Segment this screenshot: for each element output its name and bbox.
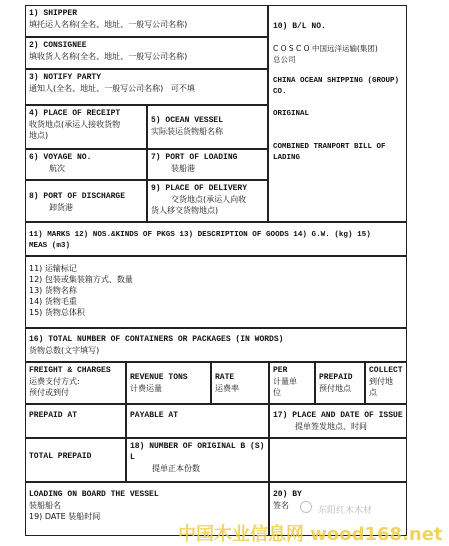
shipper-cell bbox=[25, 5, 268, 37]
loading-port-desc: 装船港 bbox=[171, 164, 195, 173]
revenue-title: REVENUE TONS bbox=[130, 373, 188, 382]
voyage-cell bbox=[25, 149, 147, 180]
consignee-desc: 填收货人名称(全名、地址、一般写公司名称) bbox=[29, 52, 188, 61]
bl-carrier-cn: C O S C O 中国远洋运输(集团) bbox=[273, 44, 378, 53]
goods-list-item: 12) 包装或集装箱方式、数量 bbox=[29, 275, 133, 284]
freight-desc-2: 预付或到付 bbox=[29, 388, 69, 397]
delivery-title: 9) PLACE OF DELIVERY bbox=[151, 184, 248, 193]
goods-list-item: 13) 货物名称 bbox=[29, 286, 77, 295]
rate-desc: 运费率 bbox=[215, 384, 239, 393]
original-bl-title: 18) NUMBER OF ORIGINAL B (S) bbox=[130, 442, 265, 451]
delivery-desc-1: 交货地点(承运人向收 bbox=[171, 195, 247, 204]
shipper-desc: 填托运人名称(全名、地址、一般写公司名称) bbox=[29, 20, 188, 29]
containers-desc: 货物总数(文字填写) bbox=[29, 346, 100, 355]
total-prepaid-title: TOTAL PREPAID bbox=[29, 452, 92, 461]
watermark-site: 中国木业信息网 wood168.net bbox=[178, 524, 443, 545]
bl-title: 10) B/L NO. bbox=[273, 22, 326, 31]
collect-desc-2: 点 bbox=[369, 388, 377, 397]
loading-port-cell bbox=[147, 149, 268, 180]
discharge-desc: 卸货港 bbox=[49, 203, 73, 212]
goods-list-item: 15) 货物总体积 bbox=[29, 308, 85, 317]
notify-cell bbox=[25, 69, 268, 105]
receipt-cell bbox=[25, 105, 147, 149]
by-desc: 签名 bbox=[273, 501, 289, 510]
watermark-brand: 东阳红木木材 bbox=[318, 506, 373, 516]
payable-at-title: PAYABLE AT bbox=[130, 411, 179, 420]
prepaid-at-title: PREPAID AT bbox=[29, 411, 78, 420]
goods-header-cell bbox=[25, 222, 407, 256]
blank-signature-area bbox=[269, 438, 407, 482]
vessel-title: 5) OCEAN VESSEL bbox=[151, 116, 224, 125]
on-board-title: LOADING ON BOARD THE VESSEL bbox=[29, 490, 159, 499]
per-desc-2: 位 bbox=[273, 388, 281, 397]
bl-combined: COMBINED TRANPORT BILL OF bbox=[273, 143, 386, 151]
notify-desc-text: 通知人(全名、地址、一般写公司名称) bbox=[29, 84, 164, 93]
payable-at-cell bbox=[126, 404, 269, 438]
watermark-logo-icon bbox=[300, 501, 312, 513]
bl-carrier-en-2: CO. bbox=[273, 88, 287, 96]
delivery-desc-2: 货人移交货物地点) bbox=[151, 206, 219, 215]
discharge-title: 8) PORT OF DISCHARGE bbox=[29, 192, 126, 201]
rate-title: RATE bbox=[215, 373, 235, 382]
goods-list-item: 11) 运输标记 bbox=[29, 264, 77, 273]
prepaid-cell bbox=[315, 362, 365, 404]
freight-title: FREIGHT & CHARGES bbox=[29, 366, 111, 375]
consignee-cell bbox=[25, 37, 268, 69]
collect-cell bbox=[365, 362, 407, 404]
prepaid-at-cell bbox=[25, 404, 126, 438]
notify-desc bbox=[29, 83, 264, 94]
bl-lading: LADING bbox=[273, 154, 301, 162]
freight-desc-1: 运费支付方式: bbox=[29, 377, 80, 386]
receipt-title: 4) PLACE OF RECEIPT bbox=[29, 109, 121, 118]
per-title: PER bbox=[273, 366, 288, 375]
total-prepaid-cell bbox=[25, 438, 126, 482]
goods-list-item: 14) 货物毛重 bbox=[29, 297, 77, 306]
prepaid-title: PREPAID bbox=[319, 373, 353, 382]
goods-header-line-2: MEAS (m3) bbox=[29, 242, 71, 250]
receipt-desc-2: 地点) bbox=[29, 131, 49, 140]
original-bl-cell bbox=[126, 438, 269, 482]
original-bl-desc: 提单正本份数 bbox=[152, 464, 200, 473]
per-cell bbox=[269, 362, 315, 404]
notify-note: 可不填 bbox=[170, 84, 195, 93]
collect-desc-1: 到付地 bbox=[369, 377, 393, 386]
voyage-title: 6) VOYAGE NO. bbox=[29, 153, 92, 162]
bl-carrier-cn-2: 总公司 bbox=[273, 55, 296, 64]
rate-cell bbox=[211, 362, 269, 404]
issue-title: 17) PLACE AND DATE OF ISSUE bbox=[273, 411, 403, 420]
on-board-desc: 装船船名 bbox=[29, 501, 61, 510]
freight-cell bbox=[25, 362, 126, 404]
bl-number-cell bbox=[268, 5, 407, 222]
delivery-cell bbox=[147, 180, 268, 222]
goods-header-line-1: 11) MARKS 12) NOS.&KINDS OF PKGS 13) DESCRIPTION OF GOODS 14) G.W. (kg) 15) bbox=[29, 231, 371, 239]
vessel-cell bbox=[147, 105, 268, 149]
containers-title: 16) TOTAL NUMBER OF CONTAINERS OR PACKAGES (IN WORDS) bbox=[29, 335, 284, 344]
prepaid-desc: 预付地点 bbox=[319, 384, 351, 393]
by-title: 20) BY bbox=[273, 490, 302, 499]
revenue-desc: 计费运量 bbox=[130, 384, 162, 393]
shipper-title: 1) SHIPPER bbox=[29, 9, 78, 18]
original-bl-title-2: L bbox=[130, 453, 135, 462]
revenue-cell bbox=[126, 362, 211, 404]
consignee-title: 2) CONSIGNEE bbox=[29, 41, 87, 50]
discharge-cell bbox=[25, 180, 147, 222]
bl-carrier-en: CHINA OCEAN SHIPPING (GROUP) bbox=[273, 77, 400, 85]
containers-cell bbox=[25, 328, 407, 362]
receipt-desc-1: 收货地点(承运人接收货物 bbox=[29, 120, 121, 129]
notify-title: 3) NOTIFY PARTY bbox=[29, 73, 102, 82]
collect-title: COLLECT bbox=[369, 366, 403, 375]
goods-list-cell bbox=[25, 256, 407, 328]
loading-port-title: 7) PORT OF LOADING bbox=[151, 153, 238, 162]
on-board-date: 19) DATE 装船时间 bbox=[29, 512, 101, 521]
issue-desc: 提单签发地点、时间 bbox=[295, 422, 367, 431]
issue-cell bbox=[269, 404, 407, 438]
vessel-desc: 实际装运货物船名称 bbox=[151, 127, 223, 136]
voyage-desc: 航次 bbox=[49, 164, 65, 173]
per-desc-1: 计量单 bbox=[273, 377, 297, 386]
bl-original: ORIGINAL bbox=[273, 110, 310, 118]
